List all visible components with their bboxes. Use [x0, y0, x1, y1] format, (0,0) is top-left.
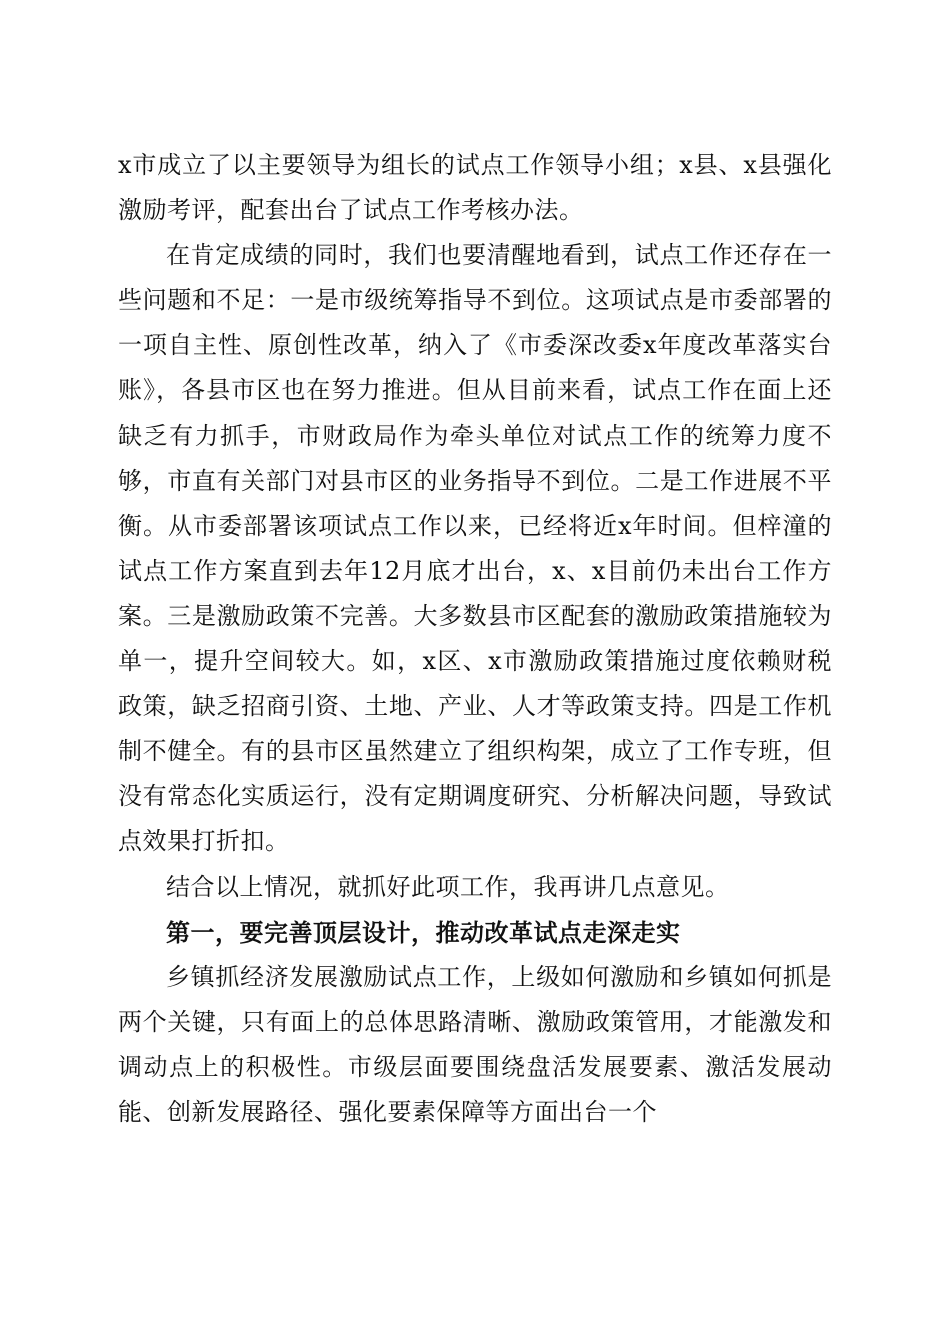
paragraph-continuation: x市成立了以主要领导为组长的试点工作领导小组；x县、x县强化激励考评，配套出台了试点工作考核办法。: [118, 151, 832, 225]
paragraph-problems: 在肯定成绩的同时，我们也要清醒地看到，试点工作还存在一些问题和不足：一是市级统筹指导不到位。这项试点是市委部署的一项自主性、原创性改革，纳入了《市委深改委x年度改革落实台账》，各县市区也在努力推进。但从目前来看，试点工作在面上还缺乏有力抓手，市财政局作为牵头单位对试点工作的统筹力度不够，市直有关部门对县市区的业务指导不到位。二是工作进展不平衡。从市委部署该项试点工作以来，已经将近x年时间。但梓潼的试点工作方案直到去年12月底才出台，x、x目前仍未出台工作方案。三是激励政策不完善。大多数县市区配套的激励政策措施较为单一，提升空间较大。如，x区、x市激励政策措施过度依赖财税政策，缺乏招商引资、土地、产业、人才等政策支持。四是工作机制不健全。有的县市区虽然建立了组织构架，成立了工作专班，但没有常态化实质运行，没有定期调度研究、分析解决问题，导致试点效果打折扣。: [118, 241, 832, 856]
paragraph-transition: 结合以上情况，就抓好此项工作，我再讲几点意见。: [166, 872, 730, 901]
document-body: [118, 143, 832, 1135]
paragraph-top-level-design: 乡镇抓经济发展激励试点工作，上级如何激励和乡镇如何抓是两个关键，只有面上的总体思路清晰、激励政策管用，才能激发和调动点上的积极性。市级层面要围绕盘活发展要素、激活发展动能、创新发展路径、强化要素保障等方面出台一个: [118, 962, 832, 1126]
section-heading-first: 第一，要完善顶层设计，推动改革试点走深走实: [166, 917, 681, 947]
